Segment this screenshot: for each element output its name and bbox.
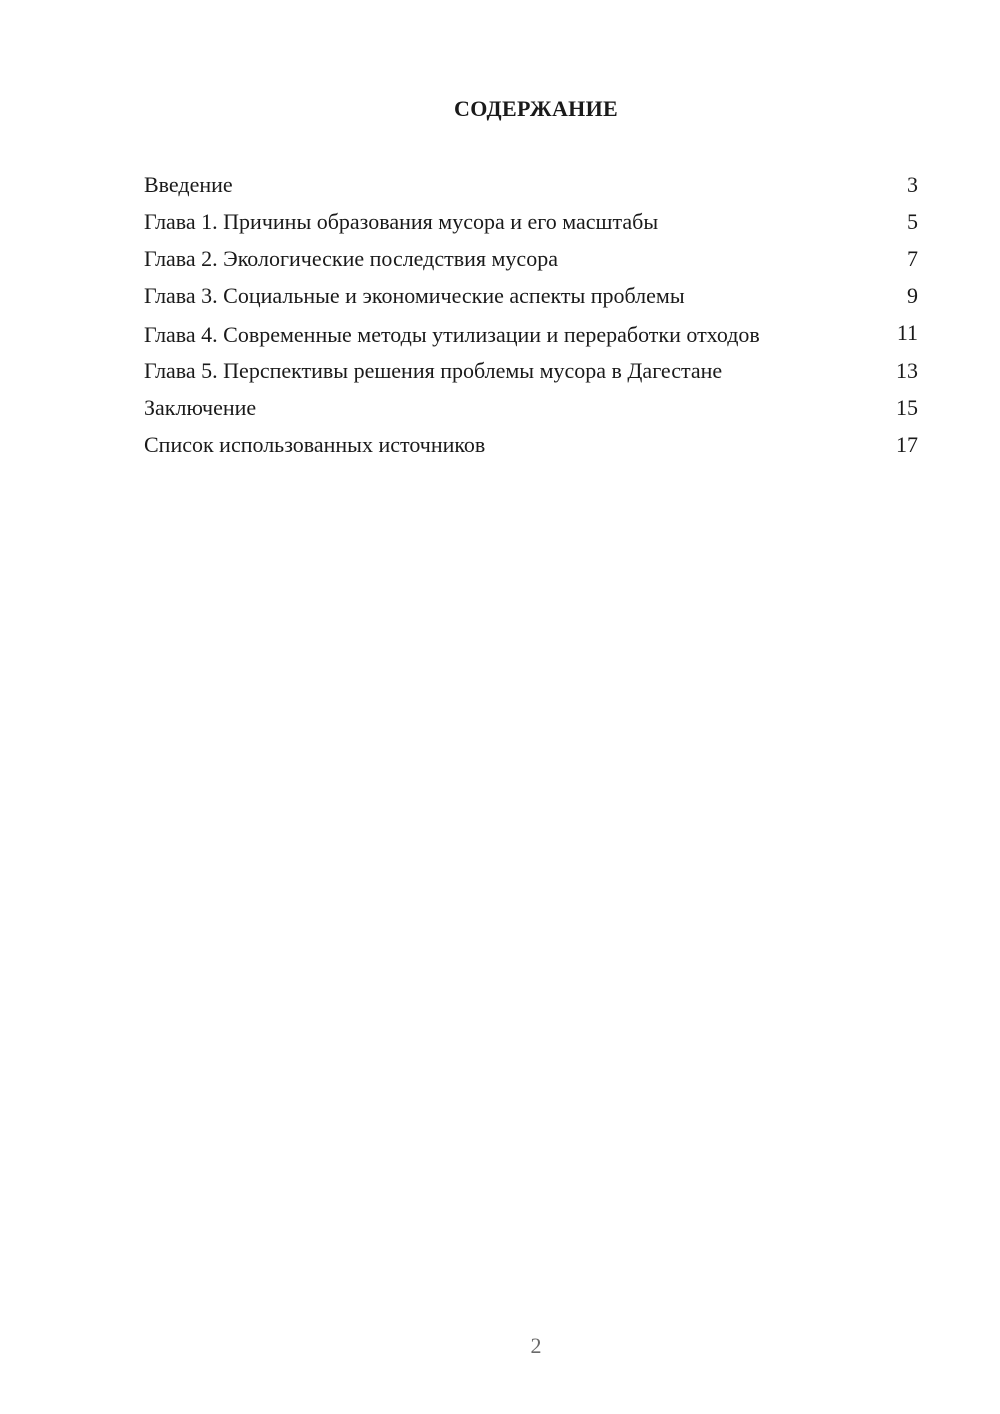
table-of-contents xyxy=(144,170,918,467)
toc-item-chapter-1[interactable] xyxy=(144,207,918,237)
toc-entry-page: 9 xyxy=(907,283,918,308)
toc-item-introduction[interactable] xyxy=(144,170,918,200)
toc-entry-label: Глава 1. Причины образования мусора и его масштабы xyxy=(144,209,659,234)
toc-entry-label: Заключение xyxy=(144,395,257,420)
toc-item-chapter-5[interactable] xyxy=(144,356,918,386)
toc-entry-page: 13 xyxy=(896,358,918,383)
toc-entry-page: 5 xyxy=(907,209,918,234)
toc-entry-page: 11 xyxy=(896,320,918,345)
toc-entry-label: Глава 5. Перспективы решения проблемы мусора в Дагестане xyxy=(144,358,723,383)
toc-entry-page: 17 xyxy=(896,432,918,457)
toc-entry-page: 3 xyxy=(907,172,918,197)
page-number: 2 xyxy=(530,1333,542,1358)
page-title: СОДЕРЖАНИЕ xyxy=(454,96,618,121)
toc-entry-label: Глава 3. Социальные и экономические аспекты проблемы xyxy=(144,283,685,308)
toc-entry-page: 15 xyxy=(896,395,918,420)
toc-entry-label: Введение xyxy=(144,172,233,197)
toc-entry-label: Глава 2. Экологические последствия мусора xyxy=(144,246,558,271)
toc-item-chapter-2[interactable] xyxy=(144,244,918,274)
toc-entry-label: Список использованных источников xyxy=(144,432,486,457)
toc-entry-label: Глава 4. Современные методы утилизации и переработки отходов xyxy=(144,322,760,347)
toc-item-references[interactable] xyxy=(144,430,918,460)
toc-item-chapter-3[interactable] xyxy=(144,281,918,311)
toc-item-conclusion[interactable] xyxy=(144,393,918,423)
toc-item-chapter-4[interactable] xyxy=(144,318,918,348)
toc-entry-page: 7 xyxy=(907,246,918,271)
